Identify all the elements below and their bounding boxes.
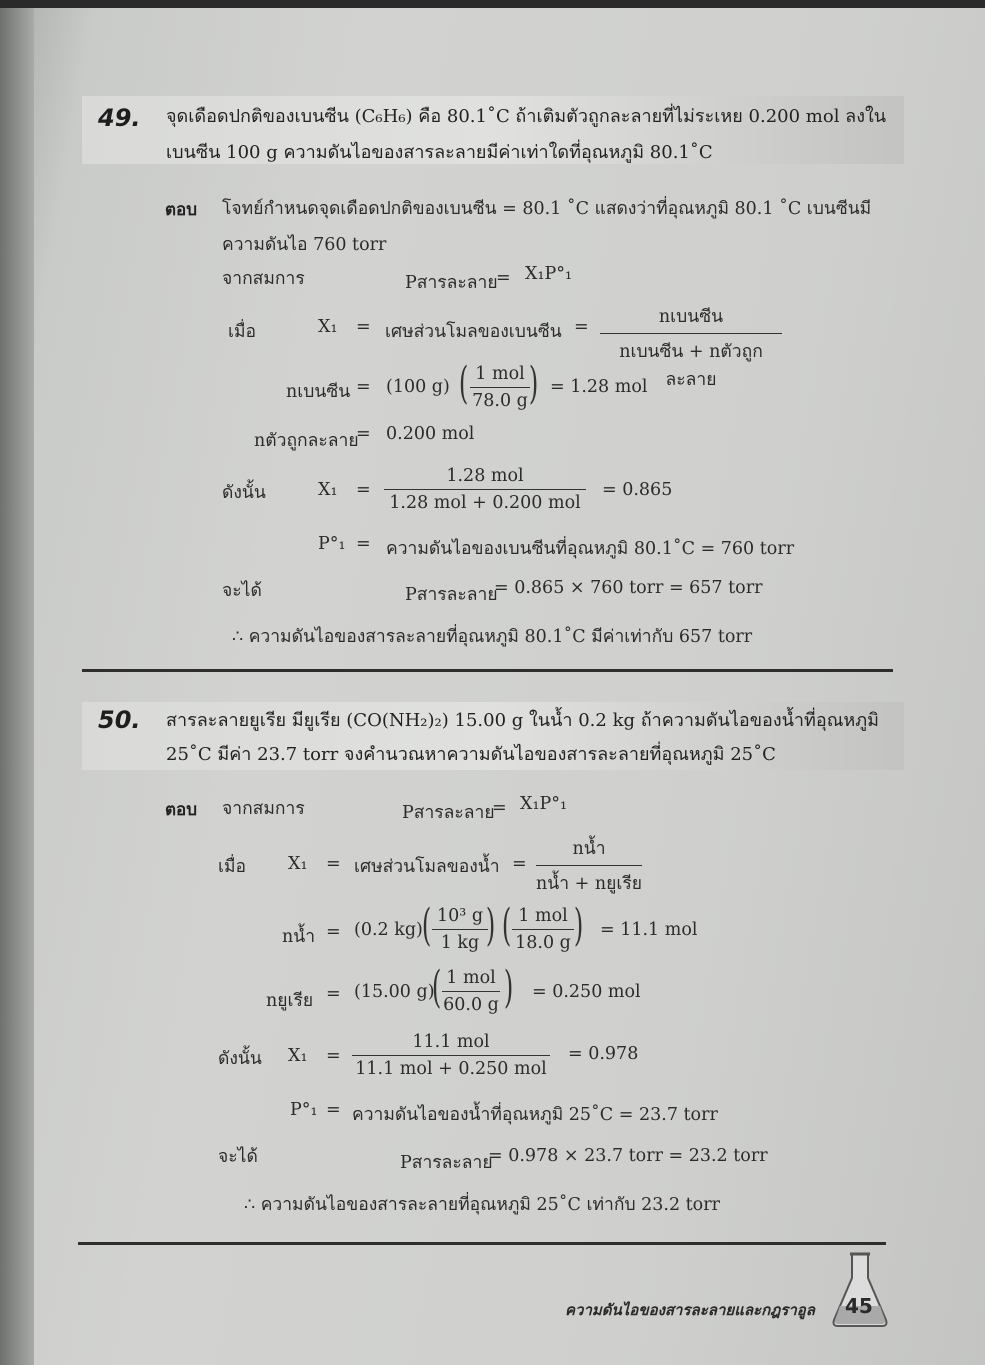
x1-fraction (384, 466, 586, 513)
x1-symbol: X₁ (318, 317, 338, 337)
answer-49-conclusion: ∴ ความดันไอของสารละลายที่อุณหภูมิ 80.1˚C มีค่าเท่ากับ 657 torr (232, 627, 753, 647)
raoult-eq-sign: = (492, 798, 507, 818)
eq-sign: = (326, 1100, 341, 1120)
answer-50-conclusion: ∴ ความดันไอของสารละลายที่อุณหภูมิ 25˚C เท่ากับ 23.2 torr (244, 1195, 720, 1215)
answer-49-label: ตอบ (165, 200, 198, 220)
eq-sign: = (326, 854, 341, 874)
x1-fraction (352, 1032, 550, 1079)
get-label: จะได้ (218, 1147, 258, 1167)
x1-symbol: X₁ (288, 854, 308, 874)
fraction-numerator: nน้ำ (536, 834, 642, 866)
from-equation-label: จากสมการ (222, 269, 305, 289)
p1-symbol: P°₁ (318, 534, 346, 554)
paren-close: ) (503, 962, 514, 1013)
conversion-denominator: 1 kg (440, 933, 480, 953)
question-50-line-1: สารละลายยูเรีย มียูเรีย (CO(NH₂)₂) 15.00 g ในน้ำ 0.2 kg ถ้าความดันไอของน้ำที่อุณหภูมิ (166, 710, 879, 731)
when-label: เมื่อ (218, 857, 247, 877)
mole-fraction-text: เศษส่วนโมลของเบนซีน (385, 322, 562, 342)
urea-conversion (442, 968, 500, 1015)
eq-sign: = (356, 534, 371, 554)
x1-symbol: X₁ (318, 480, 338, 500)
when-label: เมื่อ (228, 322, 257, 342)
answer-49-line-1: โจทย์กำหนดจุดเดือดปกติของเบนซีน = 80.1 ˚C แสดงว่าที่อุณหภูมิ 80.1 ˚C เบนซีนมี (222, 199, 872, 219)
conversion-numerator: 1 mol (512, 906, 574, 930)
paren-close: ) (573, 900, 584, 951)
mole-fraction-text: เศษส่วนโมลของน้ำ (354, 857, 500, 877)
eq-sign: = (326, 1046, 341, 1066)
n-urea-result: = 0.250 mol (532, 982, 641, 1002)
raoult-eq-lhs: Pสารละลาย (405, 273, 498, 293)
water-conversion-2 (512, 906, 574, 953)
n-solute-value: 0.200 mol (386, 424, 475, 444)
question-50-line-2: 25˚C มีค่า 23.7 torr จงคำนวณหาความดันไอของสารละลายที่อุณหภูมิ 25˚C (166, 744, 776, 765)
paren-open: ( (458, 358, 469, 409)
n-benzene-symbol: nเบนซีน (286, 382, 351, 402)
question-50-number: 50. (98, 706, 141, 734)
paren-close: ) (528, 358, 539, 409)
question-49-number: 49. (98, 104, 141, 132)
eq-sign: = (356, 317, 371, 337)
p-solution-calc: = 0.865 × 760 torr = 657 torr (494, 578, 763, 598)
raoult-eq-rhs: X₁P°₁ (520, 794, 568, 814)
p-solution-calc: = 0.978 × 23.7 torr = 23.2 torr (488, 1146, 768, 1166)
conversion-denominator: 18.0 g (515, 933, 571, 953)
flask-icon (830, 1250, 890, 1330)
therefore-label: ดังนั้น (218, 1049, 262, 1069)
section-divider (82, 669, 893, 672)
p1-symbol: P°₁ (290, 1100, 318, 1120)
eq-sign: = (326, 922, 341, 942)
n-benzene-result: = 1.28 mol (550, 377, 648, 397)
paren-open: ( (501, 900, 512, 951)
answer-50-label: ตอบ (165, 800, 198, 820)
paren-close: ) (485, 900, 496, 951)
footer-divider (78, 1242, 886, 1245)
eq-sign: = (512, 854, 527, 874)
p-solution-symbol: Pสารละลาย (405, 585, 498, 605)
question-49-line-1: จุดเดือดปกติของเบนซีน (C₆H₆) คือ 80.1˚C ถ้าเติมตัวถูกละลายที่ไม่ระเหย 0.200 mol ลงใน (166, 106, 887, 127)
eq-sign: = (356, 424, 371, 444)
n-water-symbol: nน้ำ (282, 927, 316, 947)
eq-sign: = (326, 984, 341, 1004)
paren-open: ( (431, 962, 442, 1013)
fraction-denominator: nน้ำ + nยูเรีย (536, 874, 643, 894)
n-urea-symbol: nยูเรีย (266, 991, 314, 1011)
raoult-eq-lhs: Pสารละลาย (402, 803, 495, 823)
answer-49-line-2: ความดันไอ 760 torr (222, 235, 387, 255)
raoult-eq-sign: = (496, 268, 511, 288)
benzene-mass: (100 g) (386, 377, 450, 397)
get-label: จะได้ (222, 581, 262, 601)
footer-chapter-title: ความดันไอของสารละลายและกฎราอูล (565, 1301, 815, 1319)
page-number: 45 (845, 1294, 873, 1318)
eq-sign: = (356, 377, 371, 397)
x1-numerator: 11.1 mol (352, 1032, 550, 1056)
fraction-numerator: nเบนซีน (600, 302, 782, 334)
mole-fraction-formula (536, 834, 642, 897)
eq-sign: = (574, 317, 589, 337)
x1-numerator: 1.28 mol (384, 466, 586, 490)
benzene-conversion (470, 364, 530, 411)
question-49-line-2: เบนซีน 100 g ความดันไอของสารละลายมีค่าเท่าใดที่อุณหภูมิ 80.1˚C (166, 142, 713, 163)
conversion-numerator: 1 mol (470, 364, 530, 388)
conversion-numerator: 10³ g (432, 906, 488, 930)
p1-text: ความดันไอของเบนซีนที่อุณหภูมิ 80.1˚C = 760 torr (386, 539, 795, 559)
paren-open: ( (421, 900, 432, 951)
n-solute-symbol: nตัวถูกละลาย (254, 431, 359, 451)
urea-mass: (15.00 g) (354, 982, 435, 1002)
book-spine-shadow (0, 0, 34, 1365)
from-equation-label: จากสมการ (222, 799, 305, 819)
raoult-eq-rhs: X₁P°₁ (525, 264, 573, 284)
page-top-edge (0, 0, 985, 8)
x1-result: = 0.865 (602, 480, 673, 500)
p1-text: ความดันไอของน้ำที่อุณหภูมิ 25˚C = 23.7 torr (352, 1105, 718, 1125)
x1-denominator: 1.28 mol + 0.200 mol (389, 493, 581, 513)
water-conversion-1 (432, 906, 488, 953)
conversion-denominator: 78.0 g (472, 391, 528, 411)
x1-symbol: X₁ (288, 1046, 308, 1066)
x1-denominator: 11.1 mol + 0.250 mol (355, 1059, 547, 1079)
water-mass: (0.2 kg) (354, 920, 423, 940)
eq-sign: = (356, 480, 371, 500)
fraction-denominator: nเบนซีน + nตัวถูกละลาย (619, 342, 763, 390)
n-water-result: = 11.1 mol (600, 920, 698, 940)
p-solution-symbol: Pสารละลาย (400, 1153, 493, 1173)
therefore-label: ดังนั้น (222, 483, 266, 503)
x1-result: = 0.978 (568, 1044, 639, 1064)
conversion-numerator: 1 mol (442, 968, 500, 992)
conversion-denominator: 60.0 g (443, 995, 499, 1015)
